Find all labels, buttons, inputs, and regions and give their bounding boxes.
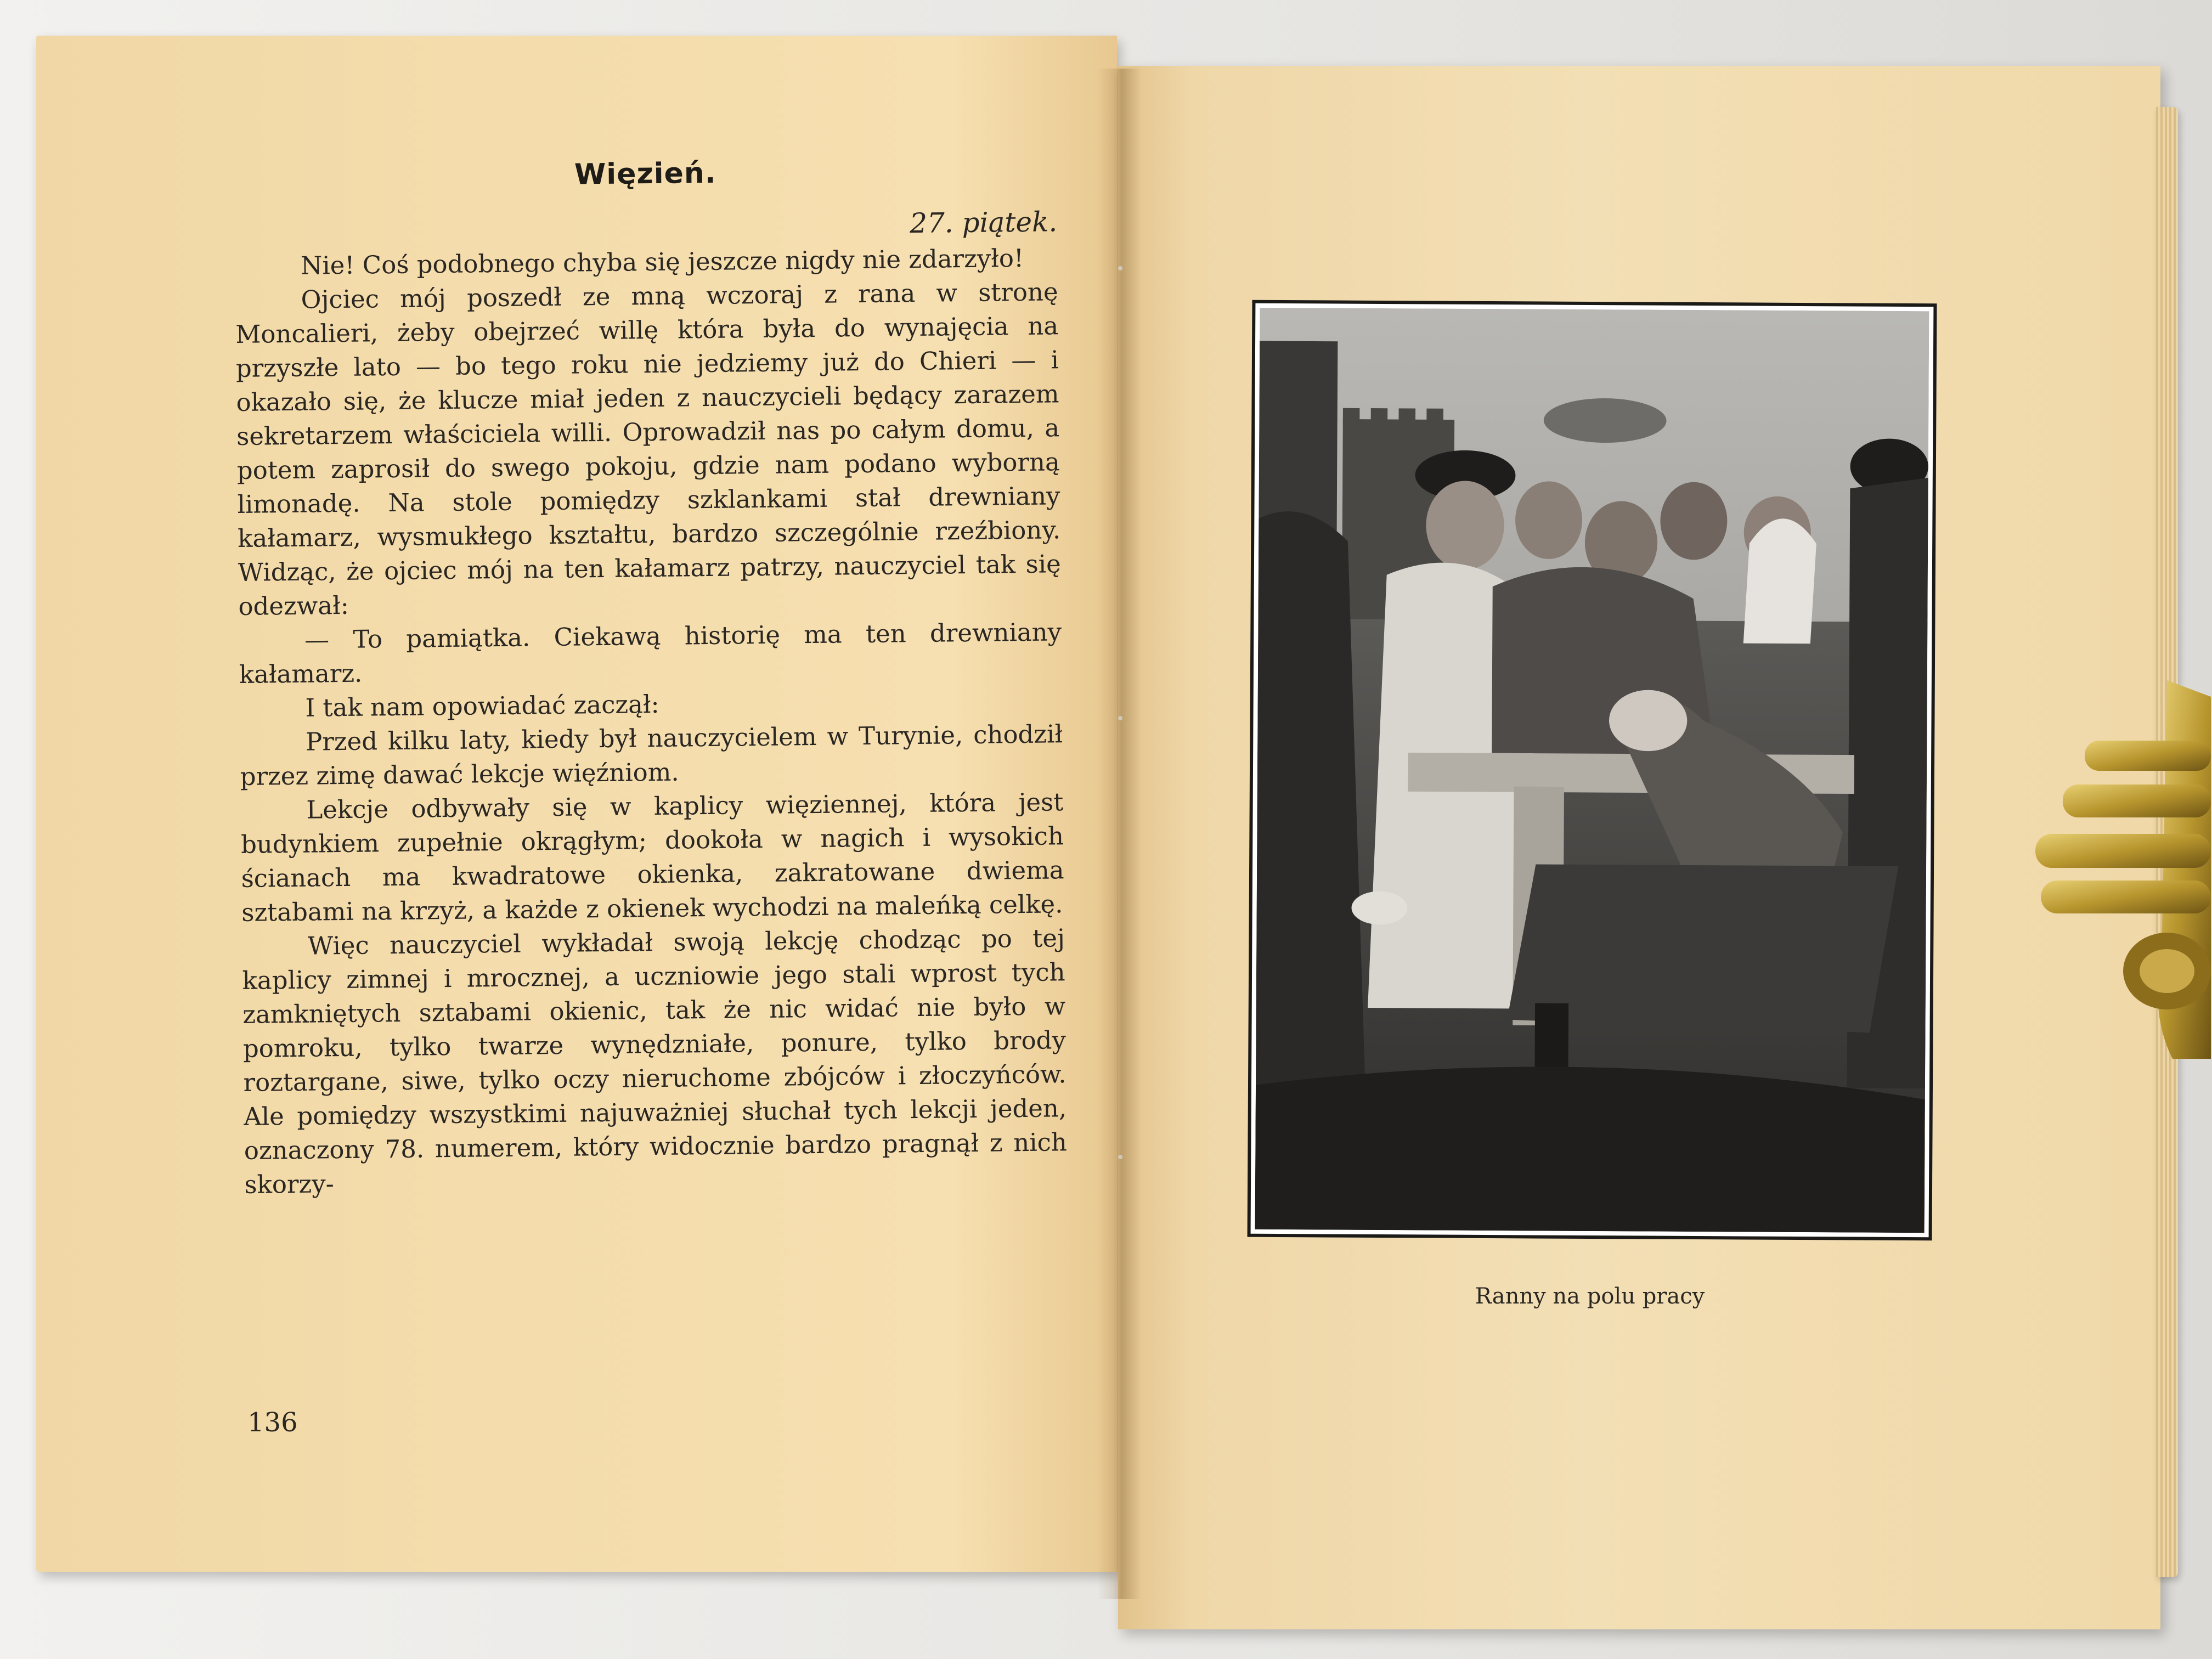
- paragraph: Więc nauczyciel wykładał swoją lekcję chodząc po tej kaplicy zimnej i mrocznej, a uczniowie jego stali wprost tych zamkniętych sztabami okienic, tak że nic widać nie było w pomroku, tylko twarze wynędzniałe, ponure, tylko brody roztargane, siwe, tylko oczy nieruchome zbójców i złoczyńców. Ale pomiędzy wszystkimi najuważniej słuchał tych lekcji jeden, oznaczony 78. numerem, który widocznie bardzo pragnął z nich skorzy-: [242, 923, 1068, 1199]
- engraving-illustration: [1255, 308, 1929, 1233]
- dateline: 27. piątek.: [909, 206, 1058, 240]
- illustration-plate: [1248, 300, 1937, 1241]
- paragraph: Ojciec mój poszedł ze mną wczoraj z rana w stronę Moncalieri, żeby obejrzeć willę która była do wynajęcia na przyszłe lato — bo tego roku nie jedziemy już do Chieri — i okazało się, że klucze miał jeden z nauczycieli będący zarazem sekretarzem właściciela willi. Oprowadził nas po całym domu, a potem zaprosił do swego pokoju, gdzie nam podano wyborną limonadę. Na stole pomiędzy szklankami stał drewniany kałamarz, wysmukłego kształtu, bardzo szczególnie rzeźbiony. Widząc, że ojciec mój na ten kałamarz patrzy, nauczyciel tak się odezwał:: [235, 277, 1062, 621]
- page-number: 136: [247, 1407, 298, 1438]
- binding-stitch: [1118, 1155, 1122, 1159]
- left-page: [36, 36, 1117, 1572]
- book-gutter: [1097, 69, 1141, 1599]
- illustration-caption: Ranny na polu pracy: [1475, 1284, 1705, 1309]
- right-page: [1118, 66, 2160, 1629]
- paragraph: Nie! Coś podobnego chyba się jeszcze nigdy nie zdarzyło!: [300, 243, 1024, 280]
- left-page-text: [234, 153, 1068, 1202]
- chapter-title: Więzień.: [574, 156, 716, 191]
- paragraph: Przed kilku laty, kiedy był nauczycielem w Turynie, chodził przez zimę dawać lekcje więźniom.: [240, 719, 1063, 791]
- binding-stitch: [1118, 716, 1122, 720]
- brass-hand-page-holder: [2030, 675, 2211, 1059]
- paragraph: Lekcje odbywały się w kaplicy więziennej, która jest budynkiem zupełnie okrągłym; dookoła w nagich i wysokich ścianach ma kwadratowe okienka, zakratowane dwiema sztabami na krzyż, a każde z okienek wychodzi na maleńką celkę.: [240, 787, 1064, 927]
- paragraph: — To pamiątka. Ciekawą historię ma ten drewniany kałamarz.: [239, 617, 1062, 689]
- paragraph: I tak nam opowiadać zaczął:: [305, 689, 659, 723]
- brass-hand-icon: [2030, 675, 2211, 1059]
- open-book: [27, 30, 2178, 1643]
- binding-stitch: [1118, 266, 1122, 270]
